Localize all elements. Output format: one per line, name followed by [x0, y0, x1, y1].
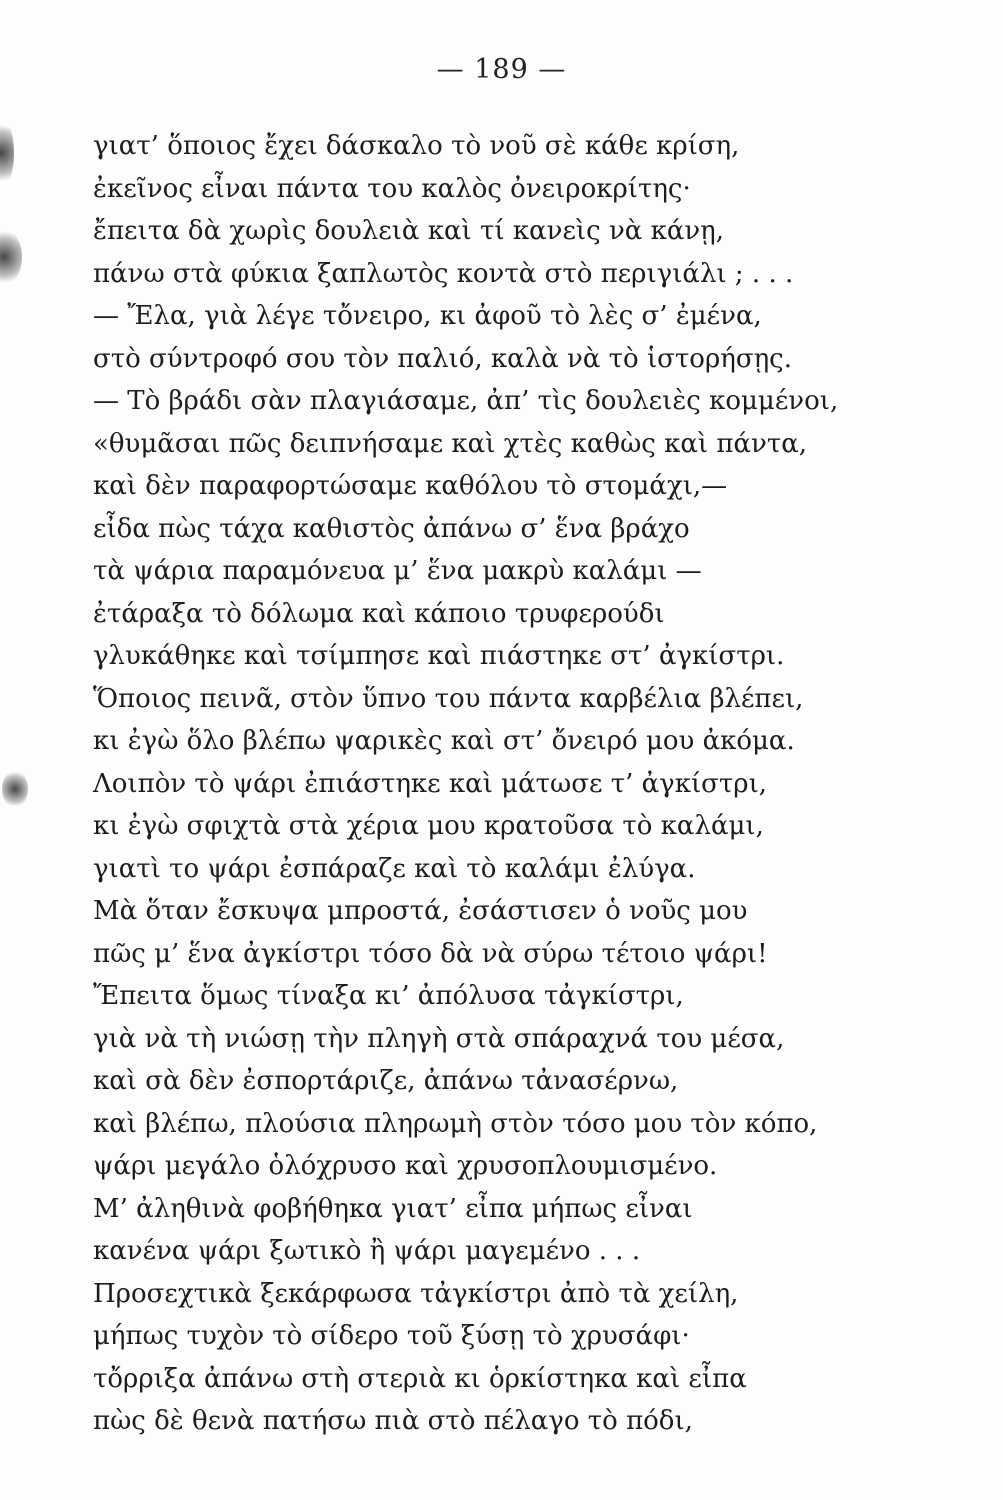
poem-line: καὶ σὰ δὲν ἐσπορτάριζε, ἀπάνω τἀνασέρνω,	[93, 1066, 679, 1096]
poem-line: γιατ’ ὅποιος ἔχει δάσκαλο τὸ νοῦ σὲ κάθε κρίση,	[93, 131, 740, 161]
poem-line: γιὰ νὰ τὴ νιώσῃ τὴν πληγὴ στὰ σπάραχνά του μέσα,	[93, 1023, 785, 1054]
poem-line: κι ἐγὼ ὅλο βλέπω ψαρικὲς καὶ στ’ ὄνειρό μου ἀκόμα.	[93, 726, 795, 756]
poem-line: πάνω στὰ φύκια ξαπλωτὸς κοντὰ στὸ περιγιάλι ; . . .	[93, 258, 794, 289]
scan-blot	[2, 770, 28, 808]
poem-line: — Ἔλα, γιὰ λέγε τὄνειρο, κι ἀφοῦ τὸ λὲς σ’ ἐμένα,	[93, 301, 762, 331]
poem-line: ψάρι μεγάλο ὁλόχρυσο καὶ χρυσοπλουμισμένο.	[93, 1151, 718, 1181]
poem-line: ἐκεῖνος εἶναι πάντα του καλὸς ὀνειροκρίτης·	[93, 173, 691, 204]
poem-line: πὼς δὲ θενὰ πατήσω πιὰ στὸ πέλαγο τὸ πόδι,	[93, 1406, 693, 1436]
scan-blot	[0, 228, 22, 286]
poem-line: Προσεχτικὰ ξεκάρφωσα τἀγκίστρι ἀπὸ τὰ χείλη,	[93, 1278, 739, 1309]
poem-line: τὄρριξα ἀπάνω στὴ στεριὰ κι ὁρκίστηκα καὶ εἶπα	[93, 1363, 747, 1394]
poem-line: ἔπειτα δὰ χωρὶς δουλειὰ καὶ τί κανεὶς νὰ κάνῃ,	[93, 216, 725, 246]
poem-line: ἐτάραξα τὸ δόλωμα καὶ κάποιο τρυφερούδι	[93, 598, 665, 629]
poem-line: κανένα ψάρι ξωτικὸ ἢ ψάρι μαγεμένο . . .	[93, 1236, 641, 1266]
poem-line: — Τὸ βράδι σὰν πλαγιάσαμε, ἀπ’ τὶς δουλειὲς κομμένοι,	[93, 386, 839, 416]
poem-line: καὶ δὲν παραφορτώσαμε καθόλου τὸ στομάχι,—	[93, 471, 728, 501]
poem-line: Ὅποιος πεινᾶ, στὸν ὕπνο του πάντα καρβέλια βλέπει,	[93, 683, 804, 714]
scan-blot	[0, 118, 14, 188]
poem-line: καὶ βλέπω, πλούσια πληρωμὴ στὸν τόσο μου τὸν κόπο,	[93, 1108, 818, 1139]
poem-line: μήπως τυχὸν τὸ σίδερο τοῦ ξύσῃ τὸ χρυσάφι·	[93, 1321, 690, 1351]
page-number: — 189 —	[436, 54, 567, 85]
poem-line: Μὰ ὅταν ἔσκυψα μπροστά, ἐσάστισεν ὁ νοῦς μου	[93, 896, 748, 926]
poem-line: εἶδα πὼς τάχα καθιστὸς ἀπάνω σ’ ἕνα βράχο	[93, 513, 690, 544]
poem-line: κι ἐγὼ σφιχτὰ στὰ χέρια μου κρατοῦσα τὸ καλάμι,	[93, 811, 764, 841]
poem-line: Λοιπὸν τὸ ψάρι ἐπιάστηκε καὶ μάτωσε τ’ ἀγκίστρι,	[93, 768, 768, 799]
poem-line: στὸ σύντροφό σου τὸν παλιό, καλὰ νὰ τὸ ἱστορήσῃς.	[93, 343, 792, 374]
poem-line: γιατὶ το ψάρι ἐσπάραζε καὶ τὸ καλάμι ἐλύγα.	[93, 853, 696, 884]
poem-line: Ἔπειτα ὅμως τίναξα κι’ ἀπόλυσα τἀγκίστρι,	[93, 981, 684, 1011]
poem-line: τὰ ψάρια παραμόνευα μ’ ἕνα μακρὺ καλάμι —	[93, 556, 702, 586]
poem-line: γλυκάθηκε καὶ τσίμπησε καὶ πιάστηκε στ’ ἀγκίστρι.	[93, 641, 785, 671]
poem-line: «θυμᾶσαι πῶς δειπνήσαμε καὶ χτὲς καθὼς καὶ πάντα,	[93, 428, 808, 459]
poem-line: πῶς μ’ ἕνα ἀγκίστρι τόσο δὰ νὰ σύρω τέτοιο ψάρι!	[93, 938, 768, 969]
poem-text	[93, 125, 973, 1443]
poem-line: Μ’ ἀληθινὰ φοβήθηκα γιατ’ εἶπα μήπως εἶναι	[93, 1193, 693, 1224]
